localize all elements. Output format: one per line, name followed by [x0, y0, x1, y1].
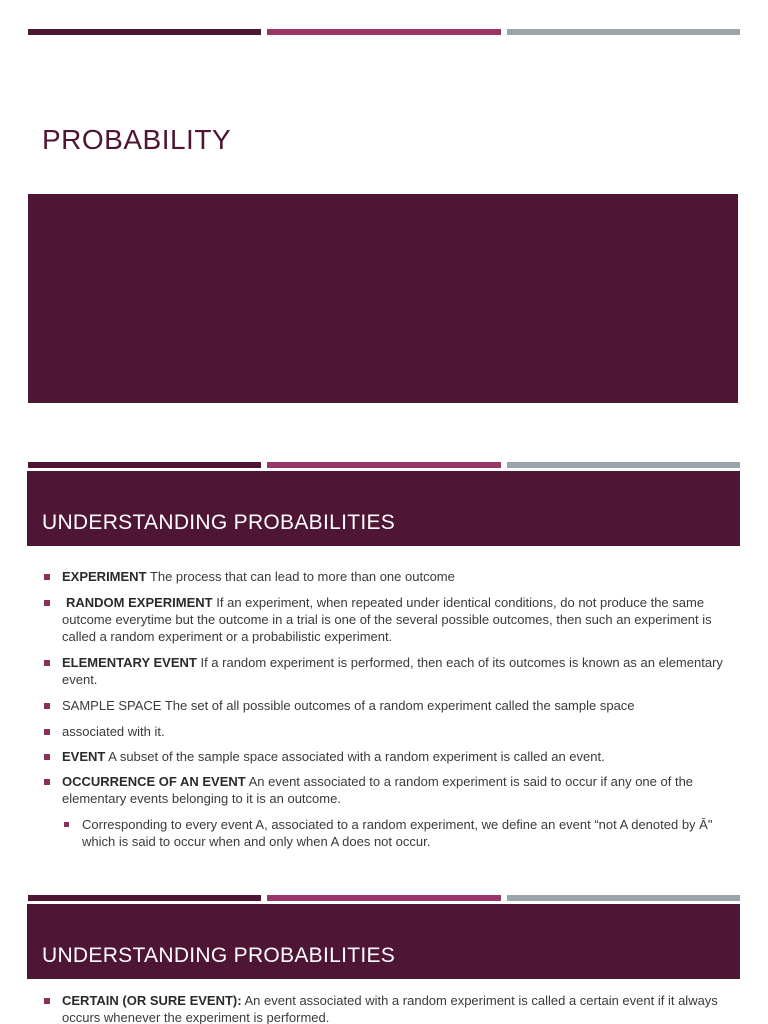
stripe-gray-segment [507, 462, 740, 468]
list-item [44, 654, 734, 688]
bullet-text: An event associated to a random experiment is said to occur if any one of the elementary events belonging to it is an outcome. [62, 774, 694, 806]
bullet-square-icon [44, 754, 50, 760]
bullet-square-icon [44, 779, 50, 785]
bullet-term: EVENT [62, 749, 106, 764]
bullet-square-icon [44, 600, 50, 606]
stripe-dark-segment [28, 462, 261, 468]
bullet-text: If an experiment, when repeated under identical conditions, do not produce the same outcome everytime but the outcome in a trial is one of the several possible outcomes, then such an experiment is called a random experiment or a probabilistic experiment. [62, 595, 712, 644]
slide2-header-band [27, 471, 740, 546]
stripe-gray-segment [507, 895, 740, 901]
bullet-text: Corresponding to every event A, associated to a random experiment, we define an event “not A denoted by Ā" which is said to occur when and only when A does not occur. [82, 817, 713, 849]
bullet-term: ELEMENTARY EVENT [62, 655, 197, 670]
list-item [44, 992, 734, 1024]
bullet-square-icon [44, 998, 50, 1004]
stripe-dark-segment [28, 29, 261, 35]
slide1-top-stripe [28, 29, 740, 35]
bullet-text: associated with it. [62, 724, 165, 739]
bullet-text: A subset of the sample space associated with a random experiment is called an event. [108, 749, 605, 764]
bullet-term: OCCURRENCE OF AN EVENT [62, 774, 246, 789]
bullet-text: An event associated with a random experiment is called a certain event if it always occurs whenever the experiment is performed. [62, 993, 718, 1024]
bullet-term: RANDOM EXPERIMENT [66, 595, 213, 610]
list-item [44, 594, 734, 645]
slide1-color-block [28, 194, 738, 403]
list-item [44, 723, 734, 740]
slide3-top-stripe [28, 895, 740, 901]
bullet-square-icon [44, 574, 50, 580]
bullet-text: SAMPLE SPACE The set of all possible outcomes of a random experiment called the sample space [62, 698, 635, 713]
bullet-term: EXPERIMENT [62, 569, 147, 584]
slide2-top-stripe [28, 462, 740, 468]
list-item [44, 748, 734, 765]
stripe-mid-segment [267, 29, 500, 35]
stripe-mid-segment [267, 895, 500, 901]
list-item [44, 697, 734, 714]
slide1-title: PROBABILITY [42, 124, 232, 155]
list-item [44, 773, 734, 807]
stripe-gray-segment [507, 29, 740, 35]
stripe-dark-segment [28, 895, 261, 901]
bullet-square-icon [64, 822, 69, 827]
slide2-heading: UNDERSTANDING PROBABILITIES [42, 511, 396, 534]
slide3-heading: UNDERSTANDING PROBABILITIES [42, 944, 396, 967]
bullet-square-icon [44, 703, 50, 709]
stripe-mid-segment [267, 462, 500, 468]
slide3-header-band [27, 904, 740, 979]
bullet-term: CERTAIN (OR SURE EVENT): [62, 993, 242, 1008]
bullet-text: If a random experiment is performed, then each of its outcomes is known as an elementary event. [62, 655, 723, 687]
list-item [44, 816, 734, 850]
bullet-text: The process that can lead to more than one outcome [149, 569, 455, 584]
list-item [44, 568, 734, 585]
bullet-square-icon [44, 729, 50, 735]
bullet-square-icon [44, 660, 50, 666]
